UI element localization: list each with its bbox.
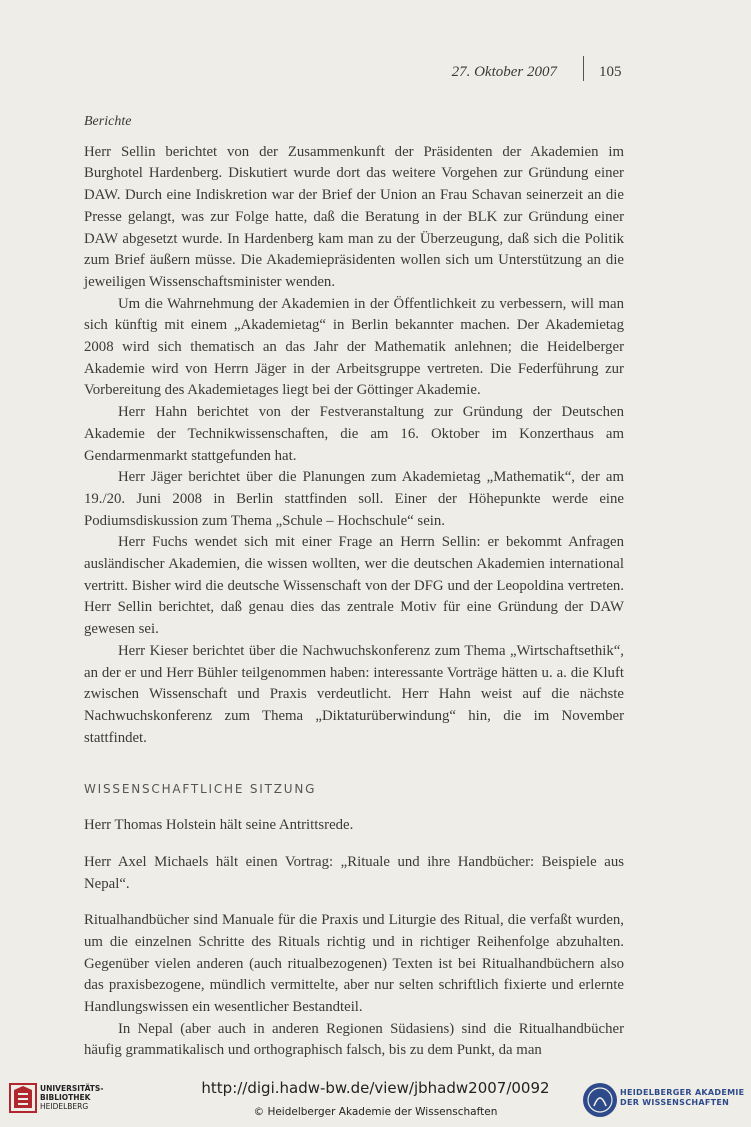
paragraph: Herr Hahn berichtet von der Festveranstaltung zur Gründung der Deutschen Akademie der Technikwissenschaften, die am 16. Oktober im Konzerthaus am Gendarmenmarkt stattgefunden hat.: [84, 404, 624, 464]
paragraph: Herr Kieser berichtet über die Nachwuchskonferenz zum Thema „Wirtschaftsethik“, an der er und Herr Bühler teilgenommen haben: interessante Vorträge hätten u. a. die Kluft zwischen Wissenschaft und Praxis verdeutlicht. Herr Hahn weist auf die nächste Nachwuchskonferenz zum Thema „Diktaturüberwindung“ hin, die im November stattfindet.: [84, 642, 624, 746]
section-label: Berichte: [84, 114, 132, 129]
running-header: [0, 62, 751, 86]
paragraph: Ritualhandbücher sind Manuale für die Praxis und Liturgie des Ritual, die verfaßt wurden, um die einzelnen Schritte des Rituals richtig und in richtiger Reihenfolge abzuhalten. Gegenüber vielen anderen (auch ritualbezogenen) Texten ist bei Ritualhandbüchern also das praxisbezogene, mündlich vermittelte, aber nur selten schriftlich fixierte und erlernte Handlungswissen ein wesentlicher Bestandteil.: [84, 912, 624, 1016]
page-number: 105: [599, 64, 622, 80]
paragraph: Herr Axel Michaels hält einen Vortrag: „Rituale und ihre Handbücher: Beispiele aus Nepal“.: [84, 853, 624, 892]
paragraph: Herr Sellin berichtet von der Zusammenkunft der Präsidenten der Akademien im Burghotel Hardenberg. Diskutiert wurde dort das weitere Vorgehen zur Gründung einer DAW. Durch eine Indiskretion war der Brief der Union an Frau Schavan seinerzeit an die Presse gelangt, was zur Folge hatte, daß die Beratung in der BLK zur Gründung einer DAW abgesetzt wurde. In Hardenberg kam man zu der Überzeugung, daß sich die Politik zum Brief äußern müsse. Die Akademiepräsidenten wollen sich um Unterstützung an die jeweiligen Wissenschaftsminister wenden.: [84, 143, 624, 290]
header-divider: [583, 56, 584, 81]
section-heading: WISSENSCHAFTLICHE SITZUNG: [84, 782, 317, 797]
academy-seal-icon: [582, 1080, 618, 1124]
paragraph: In Nepal (aber auch in anderen Regionen Südasiens) sind die Ritualhandbücher häufig grammatikalisch und orthographisch falsch, bis zu dem Punkt, da man: [84, 1020, 624, 1059]
academy-name: HEIDELBERGER AKADEMIE DER WISSENSCHAFTEN: [620, 1088, 745, 1107]
digitization-footer: [0, 1072, 751, 1127]
paragraph: Um die Wahrnehmung der Akademien in der Öffentlichkeit zu verbessern, will man sich künftig mit einem „Akademietag“ in Berlin bekannter machen. Der Akademietag 2008 wird sich thematisch an das Jahr der Mathematik anlehnen; die Heidelberger Akademie wird von Herrn Jäger in der Arbeitsgruppe vertreten. Die Federführung zur Vorbereitung des Akademietages liegt bei der Göttinger Akademie.: [84, 295, 624, 399]
permalink[interactable]: http://digi.hadw-bw.de/view/jbhadw2007/0092: [201, 1079, 550, 1097]
paragraph: Herr Jäger berichtet über die Planungen zum Akademietag „Mathematik“, der am 19./20. Juni 2008 in Berlin stattfinden soll. Einer der Höhepunkte werde eine Podiumsdiskussion zum Thema „Schule – Hochschule“ sein.: [84, 469, 624, 529]
paragraph: Herr Thomas Holstein hält seine Antrittsrede.: [84, 817, 354, 834]
body-text: [84, 111, 624, 1062]
copyright-notice: © Heidelberger Akademie der Wissenschaften: [253, 1106, 498, 1118]
header-date: 27. Oktober 2007: [451, 64, 557, 80]
paragraph: Herr Fuchs wendet sich mit einer Frage an Herrn Sellin: er bekommt Anfragen ausländischer Akademien, die wissen wollten, wer die deutschen Akademien international vertritt. Bisher wird die deutsche Wissenschaft von der DFG und der Leopoldina vertreten. Herr Sellin berichtet, daß genau dies das zentrale Motiv für eine Gründung der DAW gewesen sei.: [84, 534, 624, 638]
library-name: UNIVERSITÄTS- BIBLIOTHEK HEIDELBERG: [40, 1084, 104, 1111]
